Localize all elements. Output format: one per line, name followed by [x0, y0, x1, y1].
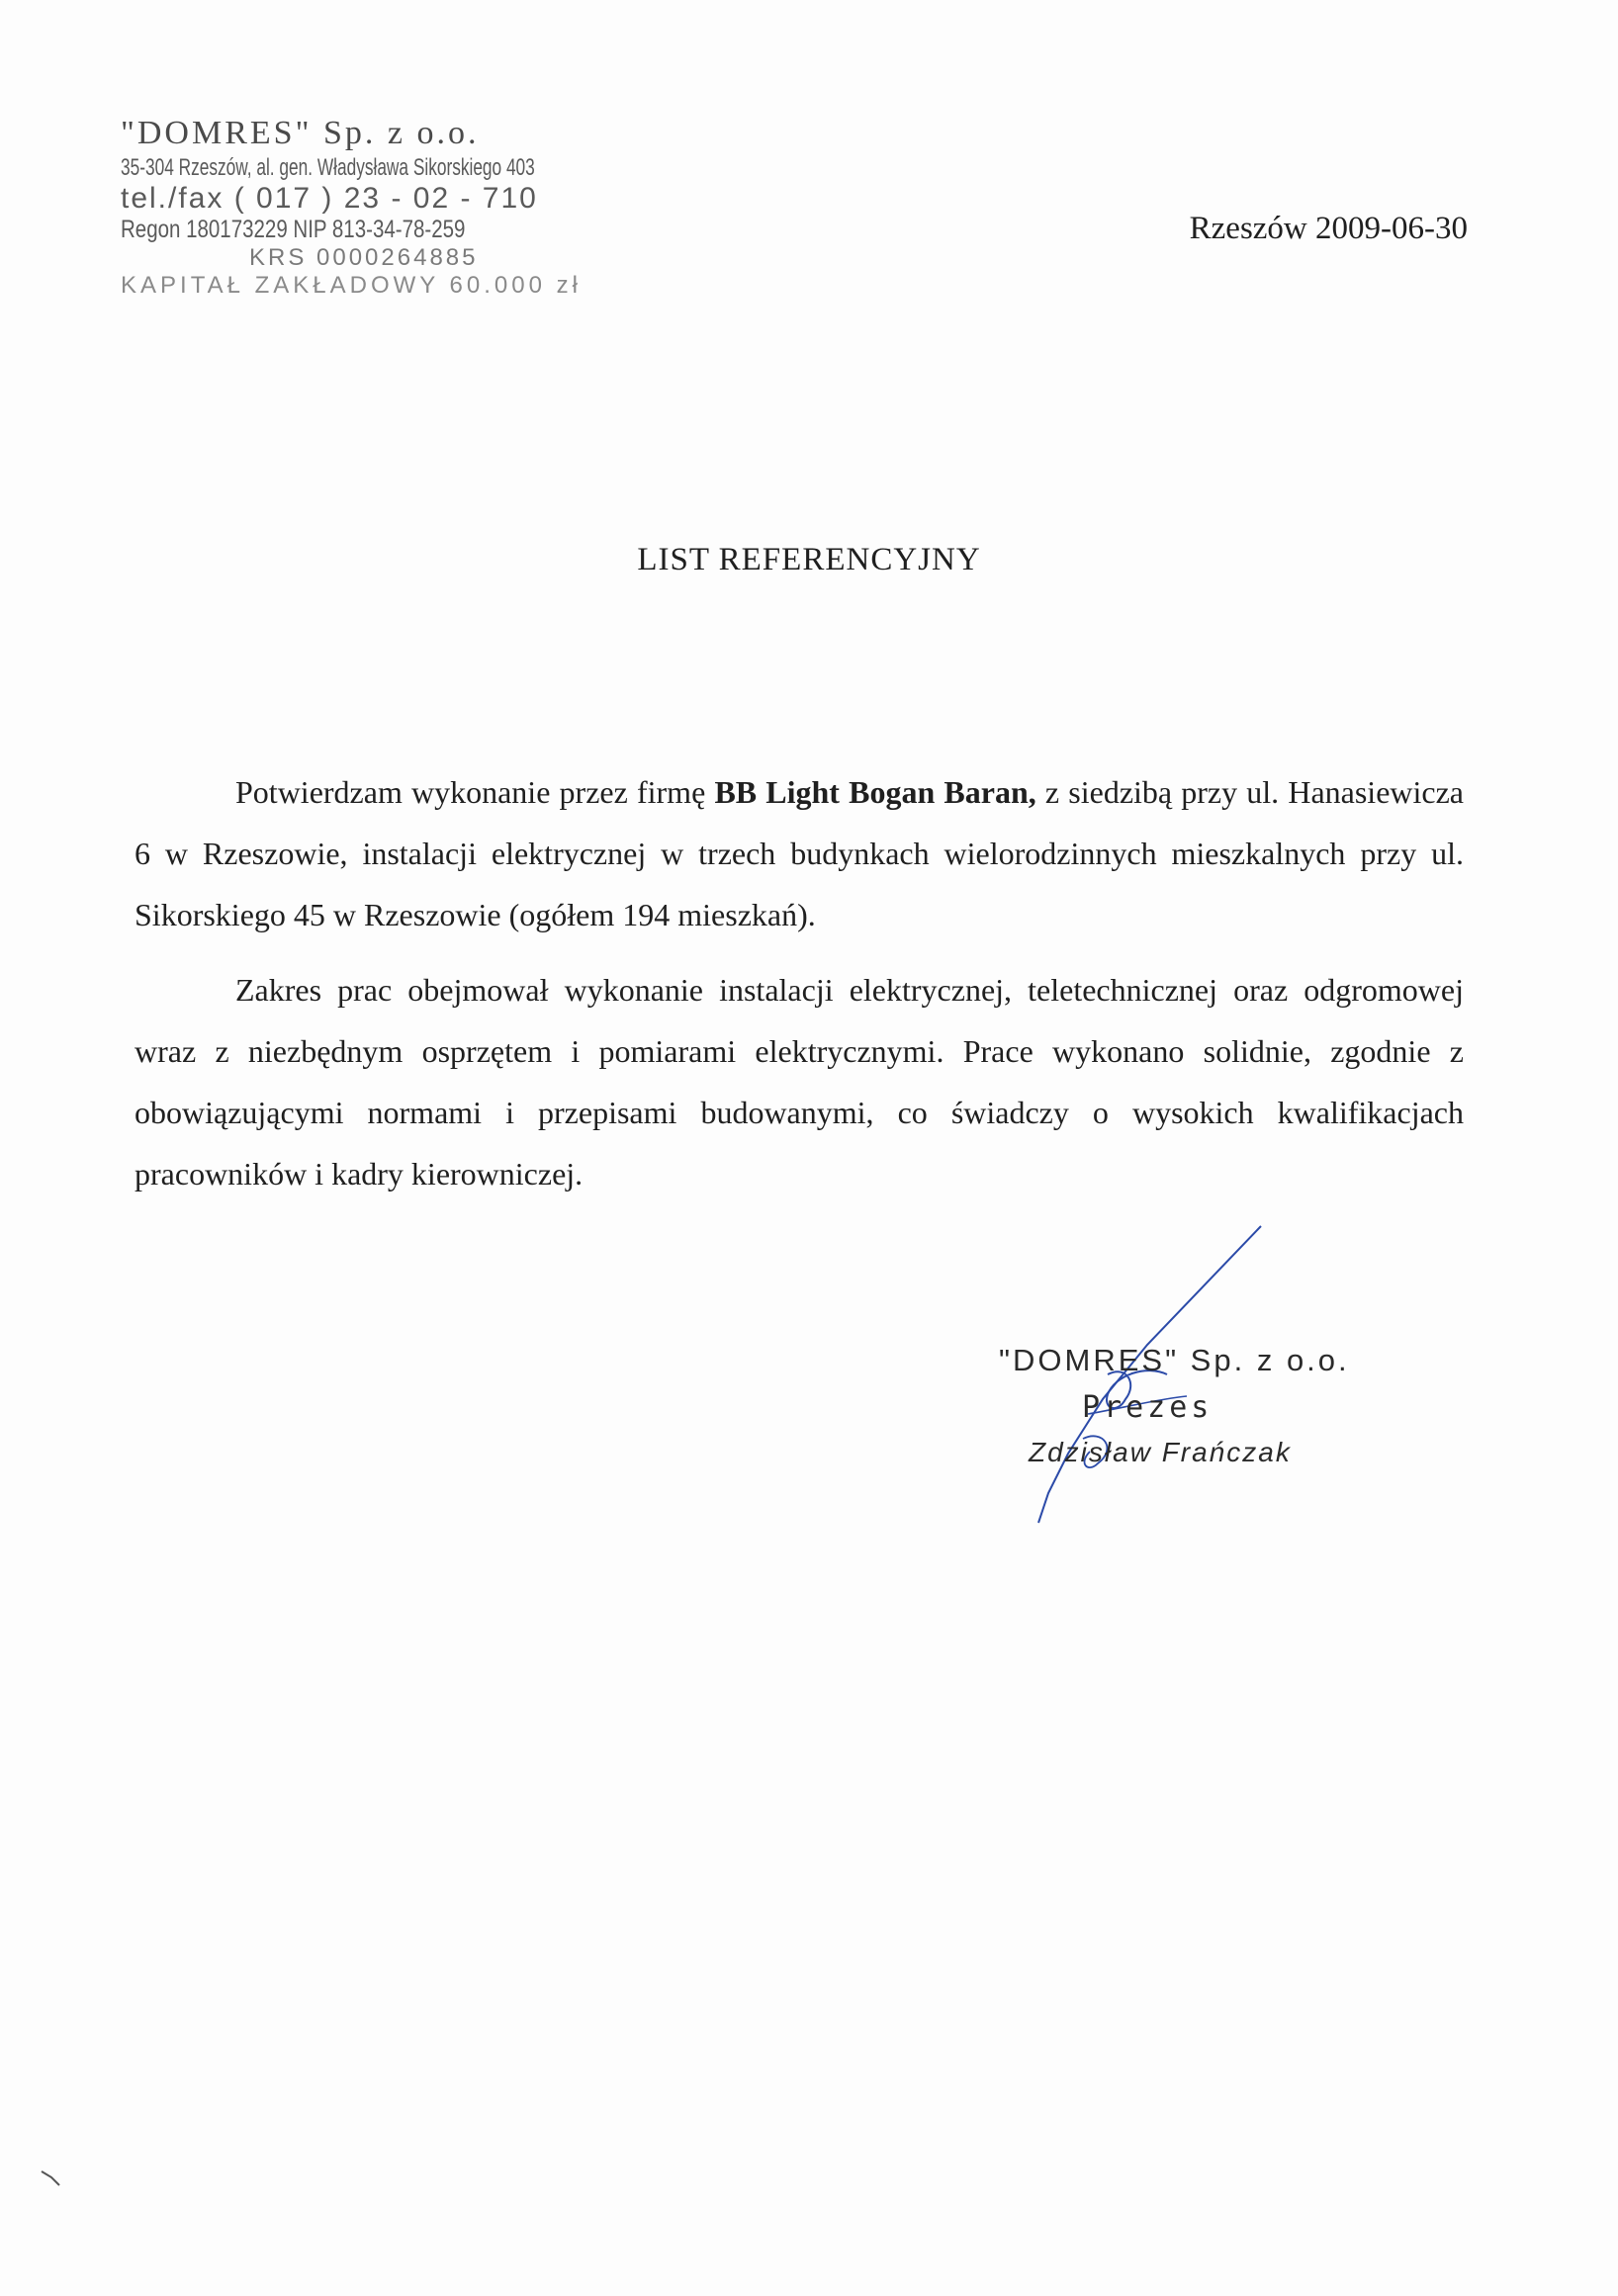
stamp-capital: KAPITAŁ ZAKŁADOWY 60.000 zł	[121, 272, 582, 299]
company-name-bold: BB Light Bogan Baran,	[714, 774, 1036, 810]
document-date: Rzeszów 2009-06-30	[1189, 211, 1468, 246]
paragraph-1-rest: z siedzibą przy ul. Hanasiewicza 6 w Rzeszowie, instalacji elektrycznej w trzech budynkach wielorodzinnych mieszkalnych przy ul. Sikorskiego 45 w Rzeszowie (ogółem 194 mieszkań).	[135, 774, 1465, 932]
signature-stamp-role: Prezes	[1082, 1390, 1214, 1425]
signature-stamp-name: Zdzisław Frańczak	[1029, 1437, 1292, 1467]
stamp-phone: tel./fax ( 017 ) 23 - 02 - 710	[121, 182, 538, 215]
paragraph-1-intro: Potwierdzam wykonanie przez firmę	[235, 774, 715, 810]
signature-stamp-company: "DOMRES" Sp. z o.o.	[999, 1343, 1350, 1377]
paragraph-2: Zakres prac obejmował wykonanie instalacji elektrycznej, teletechnicznej oraz odgromowej wraz z niezbędnym osprzętem i pomiarami elektrycznymi. Prace wykonano solidnie, zgodnie z obowiązującymi normami i przepisami budowanymi, co świadczy o wysokich kwalifikacjach pracowników i kadry kierowniczej.	[135, 972, 1464, 1192]
stamp-company-name: "DOMRES" Sp. z o.o.	[121, 115, 480, 151]
scan-corner-mark	[38, 2165, 77, 2195]
letter-body	[135, 761, 1464, 1218]
signature-stamp	[999, 1343, 1394, 1468]
stamp-krs: KRS 0000264885	[249, 244, 479, 271]
stamp-address: 35-304 Rzeszów, al. gen. Władysława Sikorskiego 403	[121, 154, 535, 181]
document-title: LIST REFERENCYJNY	[637, 542, 981, 577]
paragraph-1	[135, 761, 1464, 945]
company-header-stamp	[121, 115, 582, 299]
stamp-registration-ids: Regon 180173229 NIP 813-34-78-259	[121, 216, 466, 243]
